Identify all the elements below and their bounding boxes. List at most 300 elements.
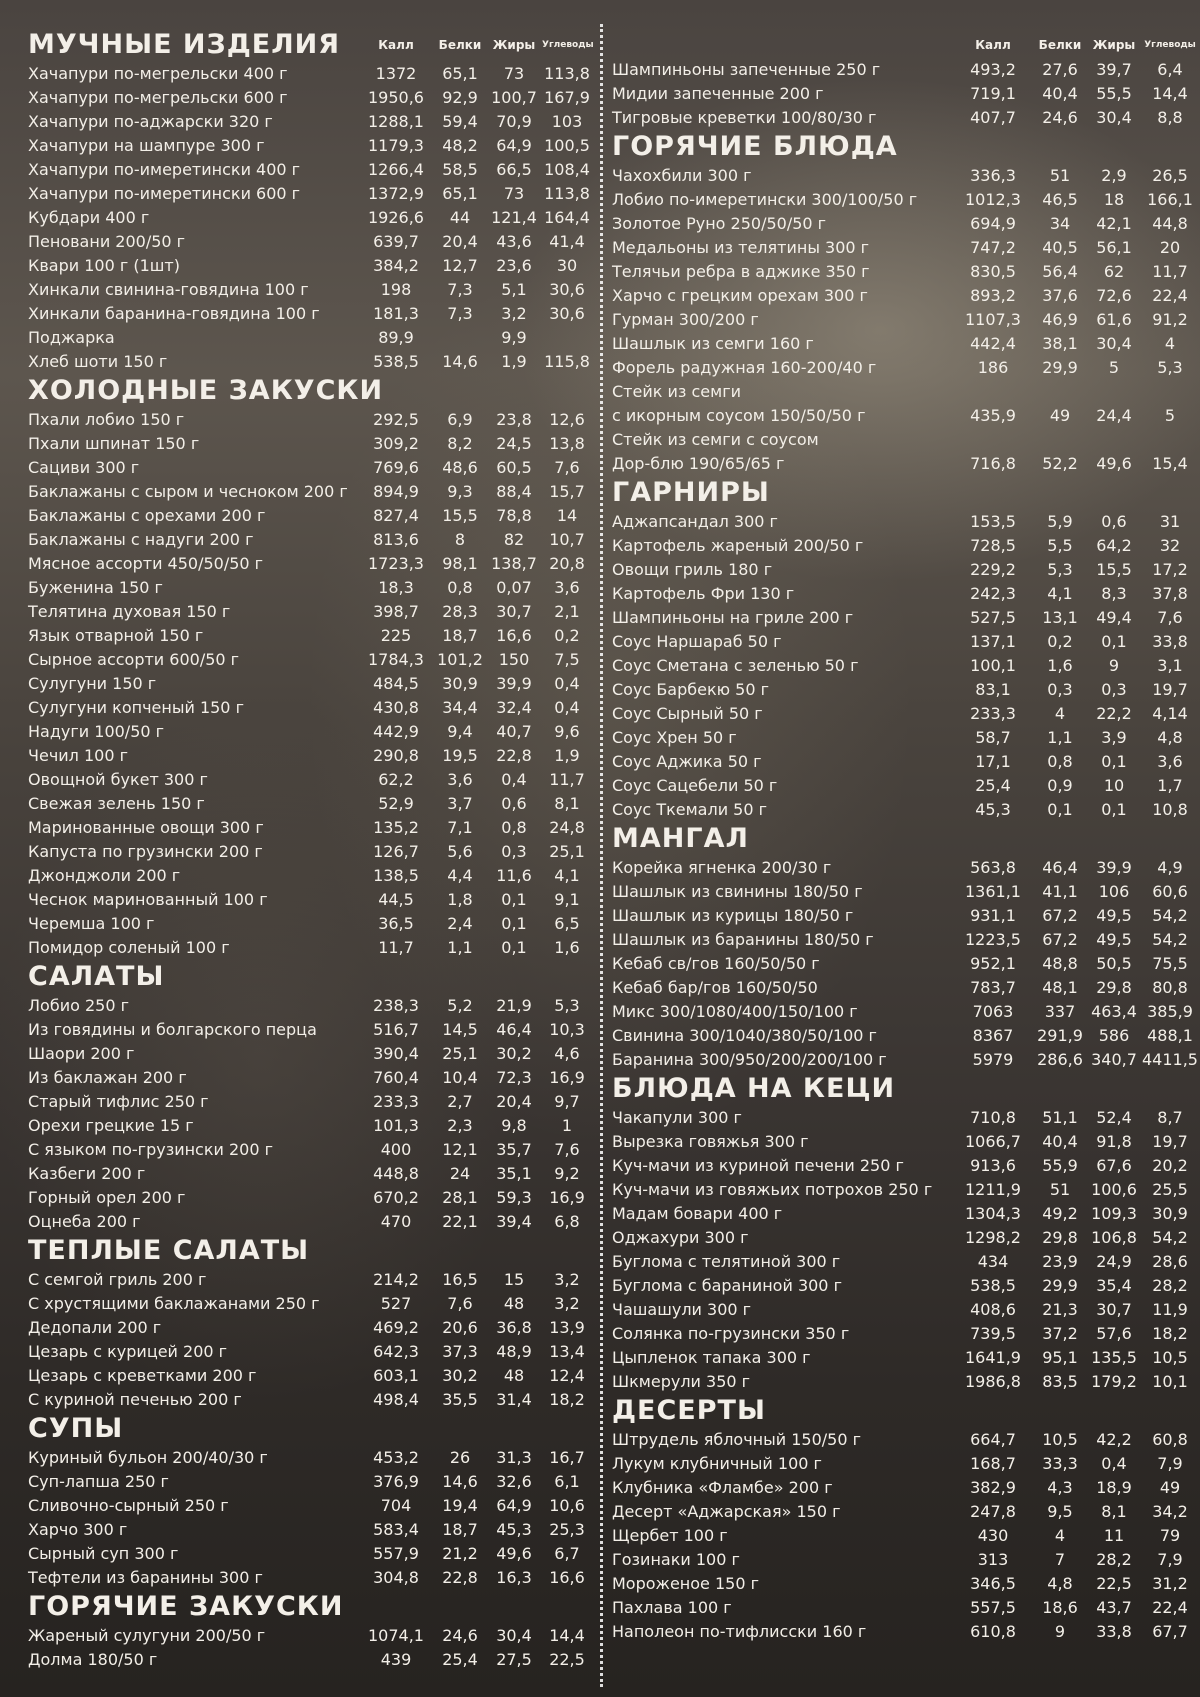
menu-item-row — [28, 230, 592, 254]
calories-value: 100,1 — [970, 656, 1016, 675]
carbs-value: 113,8 — [544, 64, 590, 83]
dish-name: Соус Барбекю 50 г — [612, 680, 770, 699]
carbs-value: 4,6 — [554, 1044, 580, 1063]
carbs-value: 4,1 — [554, 866, 580, 885]
protein-value: 18,6 — [1042, 1598, 1078, 1617]
menu-item-row — [612, 260, 1200, 284]
fat-value: 22,8 — [496, 746, 532, 765]
menu-section — [28, 1412, 592, 1590]
carbs-value: 3,6 — [554, 578, 580, 597]
carbs-value: 8,7 — [1157, 1108, 1183, 1127]
fat-value: 10 — [1103, 776, 1125, 795]
fat-value: 73 — [503, 64, 525, 83]
fat-value: 0,8 — [501, 818, 527, 837]
menu-item-row — [612, 58, 1200, 82]
menu-section — [28, 960, 592, 1234]
fat-value: 36,8 — [496, 1318, 532, 1337]
calories-value: 247,8 — [970, 1502, 1016, 1521]
dish-name: Надуги 100/50 г — [28, 722, 165, 741]
carbs-value: 16,6 — [549, 1568, 585, 1587]
menu-item-row — [612, 308, 1200, 332]
fat-value: 30,4 — [1096, 334, 1132, 353]
fat-value: 62 — [1103, 262, 1125, 281]
fat-value: 46,4 — [496, 1020, 532, 1039]
dish-name: Овощи гриль 180 г — [612, 560, 773, 579]
carbs-value: 11,7 — [549, 770, 585, 789]
carbs-value: 166,1 — [1147, 190, 1193, 209]
dish-name: Старый тифлис 250 г — [28, 1092, 209, 1111]
calories-value: 384,2 — [373, 256, 419, 275]
fat-value: 3,2 — [501, 304, 527, 323]
calories-value: 168,7 — [970, 1454, 1016, 1473]
protein-value: 52,2 — [1042, 454, 1078, 473]
fat-value: 72,3 — [496, 1068, 532, 1087]
carbs-value: 25,3 — [549, 1520, 585, 1539]
calories-value: 1066,7 — [965, 1132, 1021, 1151]
protein-value: 8 — [454, 530, 466, 549]
fat-value: 30,4 — [1096, 108, 1132, 127]
calories-value: 1304,3 — [965, 1204, 1021, 1223]
carbs-value: 8,8 — [1157, 108, 1183, 127]
calories-value: 435,9 — [970, 406, 1016, 425]
fat-value: 135,5 — [1091, 1348, 1137, 1367]
menu-section — [28, 1234, 592, 1412]
menu-item-row — [28, 408, 592, 432]
section-title: ХОЛОДНЫЕ ЗАКУСКИ — [28, 375, 384, 406]
carbs-value: 24,8 — [549, 818, 585, 837]
protein-value: 21,3 — [1042, 1300, 1078, 1319]
menu-item-row — [28, 672, 592, 696]
dish-name: Орехи грецкие 15 г — [28, 1116, 194, 1135]
dish-name: Форель радужная 160-200/40 г — [612, 358, 877, 377]
calories-value: 670,2 — [373, 1188, 419, 1207]
dish-name: Хинкали баранина-говядина 100 г — [28, 304, 320, 323]
dish-name: Сулугуни 150 г — [28, 674, 157, 693]
fat-value: 15,5 — [1096, 560, 1132, 579]
calories-value: 1950,6 — [368, 88, 424, 107]
protein-value: 25,4 — [442, 1650, 478, 1669]
fat-value: 30,7 — [496, 602, 532, 621]
calories-value: 610,8 — [970, 1622, 1016, 1641]
fat-value: 9,8 — [501, 1116, 527, 1135]
carbs-value: 25,1 — [549, 842, 585, 861]
protein-value: 37,2 — [1042, 1324, 1078, 1343]
protein-value: 25,1 — [442, 1044, 478, 1063]
menu-item-row — [612, 1428, 1200, 1452]
header-fat: Жиры — [1092, 38, 1136, 52]
protein-value: 0,8 — [447, 578, 473, 597]
protein-value: 14,5 — [442, 1020, 478, 1039]
menu-item-row — [612, 1620, 1200, 1644]
fat-value: 121,4 — [491, 208, 537, 227]
header-carbs: Углеводы — [1144, 40, 1196, 50]
menu-item-row — [28, 720, 592, 744]
menu-item-row — [28, 1042, 592, 1066]
menu-item-row — [612, 106, 1200, 130]
calories-value: 1223,5 — [965, 930, 1021, 949]
dish-name: Телячьи ребра в аджике 350 г — [612, 262, 870, 281]
dish-name: Шаори 200 г — [28, 1044, 135, 1063]
dish-name: Хачапури по-аджарски 320 г — [28, 112, 273, 131]
menu-item-row — [612, 164, 1200, 188]
carbs-value: 20,2 — [1152, 1156, 1188, 1175]
carbs-value: 7,9 — [1157, 1454, 1183, 1473]
dish-name: С семгой гриль 200 г — [28, 1270, 207, 1289]
dish-name: Телятина духовая 150 г — [28, 602, 231, 621]
carbs-value: 75,5 — [1152, 954, 1188, 973]
dish-name: Клубника «Фламбе» 200 г — [612, 1478, 833, 1497]
menu-column-right — [612, 0, 1200, 1644]
carbs-value: 1,7 — [1157, 776, 1183, 795]
menu-item-row — [612, 188, 1200, 212]
dish-name: Буглома с бараниной 300 г — [612, 1276, 842, 1295]
protein-value: 0,1 — [1047, 800, 1073, 819]
protein-value: 92,9 — [442, 88, 478, 107]
fat-value: 106,8 — [1091, 1228, 1137, 1247]
protein-value: 41,1 — [1042, 882, 1078, 901]
menu-item-row — [28, 432, 592, 456]
section-title: СУПЫ — [28, 1413, 124, 1444]
carbs-value: 115,8 — [544, 352, 590, 371]
header-kcal: Калл — [975, 38, 1011, 52]
fat-value: 0,1 — [501, 890, 527, 909]
menu-item-row — [612, 1548, 1200, 1572]
menu-item-row — [28, 1340, 592, 1364]
fat-value: 150 — [498, 650, 530, 669]
protein-value: 291,9 — [1037, 1026, 1083, 1045]
carbs-value: 13,9 — [549, 1318, 585, 1337]
calories-value: 894,9 — [373, 482, 419, 501]
carbs-value: 385,9 — [1147, 1002, 1193, 1021]
carbs-value: 3,6 — [1157, 752, 1183, 771]
carbs-value: 11,7 — [1152, 262, 1188, 281]
calories-value: 716,8 — [970, 454, 1016, 473]
menu-item-row — [612, 976, 1200, 1000]
menu-item-row — [28, 744, 592, 768]
menu-item-row — [612, 750, 1200, 774]
fat-value: 33,8 — [1096, 1622, 1132, 1641]
calories-value: 527 — [380, 1294, 412, 1313]
dish-name: Лобио 250 г — [28, 996, 129, 1015]
carbs-value: 44,8 — [1152, 214, 1188, 233]
menu-item-row — [28, 888, 592, 912]
fat-value: 30,2 — [496, 1044, 532, 1063]
dish-name: Микс 300/1080/400/150/100 г — [612, 1002, 858, 1021]
calories-value: 913,6 — [970, 1156, 1016, 1175]
protein-value: 1,1 — [1047, 728, 1073, 747]
fat-value: 45,3 — [496, 1520, 532, 1539]
protein-value: 4,3 — [1047, 1478, 1073, 1497]
dish-name: Горный орел 200 г — [28, 1188, 186, 1207]
dish-name: Шкмерули 350 г — [612, 1372, 751, 1391]
protein-value: 48,1 — [1042, 978, 1078, 997]
menu-item-row — [612, 1500, 1200, 1524]
protein-value: 48,6 — [442, 458, 478, 477]
calories-value: 516,7 — [373, 1020, 419, 1039]
fat-value: 73 — [503, 184, 525, 203]
carbs-value: 79 — [1159, 1526, 1181, 1545]
carbs-value: 4411,5 — [1142, 1050, 1198, 1069]
protein-value: 12,1 — [442, 1140, 478, 1159]
menu-item-row — [612, 952, 1200, 976]
menu-item-row — [612, 774, 1200, 798]
menu-item-row — [612, 1250, 1200, 1274]
protein-value: 10,5 — [1042, 1430, 1078, 1449]
menu-item-row — [28, 350, 592, 374]
fat-value: 0,4 — [1101, 1454, 1127, 1473]
carbs-value: 54,2 — [1152, 906, 1188, 925]
fat-value: 22,2 — [1096, 704, 1132, 723]
dish-name: Суп-лапша 250 г — [28, 1472, 169, 1491]
protein-value: 2,4 — [447, 914, 473, 933]
fat-value: 61,6 — [1096, 310, 1132, 329]
calories-value: 400 — [380, 1140, 412, 1159]
dish-name: Чеснок маринованный 100 г — [28, 890, 268, 909]
carbs-value: 60,8 — [1152, 1430, 1188, 1449]
carbs-value: 488,1 — [1147, 1026, 1193, 1045]
fat-value: 55,5 — [1096, 84, 1132, 103]
fat-value: 64,9 — [496, 1496, 532, 1515]
protein-value: 4 — [1054, 1526, 1066, 1545]
carbs-value: 20 — [1159, 238, 1181, 257]
dish-name: Куриный бульон 200/40/30 г — [28, 1448, 268, 1467]
dish-name: Соус Сырный 50 г — [612, 704, 763, 723]
protein-value: 24,6 — [1042, 108, 1078, 127]
carbs-value: 31,2 — [1152, 1574, 1188, 1593]
dish-name: Штрудель яблочный 150/50 г — [612, 1430, 862, 1449]
dish-name: Из баклажан 200 г — [28, 1068, 187, 1087]
dish-name: Вырезка говяжья 300 г — [612, 1132, 809, 1151]
fat-value: 49,4 — [1096, 608, 1132, 627]
menu-item-row — [28, 1388, 592, 1412]
protein-value: 40,4 — [1042, 1132, 1078, 1151]
calories-value: 233,3 — [373, 1092, 419, 1111]
menu-section — [28, 1590, 592, 1672]
menu-item-row — [28, 62, 592, 86]
fat-value: 31,4 — [496, 1390, 532, 1409]
menu-item-row — [28, 1542, 592, 1566]
dish-name: Помидор соленый 100 г — [28, 938, 230, 957]
fat-value: 23,8 — [496, 410, 532, 429]
dish-name: Аджапсандал 300 г — [612, 512, 778, 531]
menu-item-row — [612, 1226, 1200, 1250]
calories-value: 1372 — [375, 64, 417, 83]
fat-value: 0,3 — [1101, 680, 1127, 699]
fat-value: 0,1 — [1101, 632, 1127, 651]
protein-value: 22,1 — [442, 1212, 478, 1231]
menu-item-row — [28, 254, 592, 278]
carbs-value: 14 — [556, 506, 578, 525]
dish-name: Баклажаны с сыром и чесноком 200 г — [28, 482, 348, 501]
carbs-value: 30,6 — [549, 280, 585, 299]
protein-value: 58,5 — [442, 160, 478, 179]
calories-value: 739,5 — [970, 1324, 1016, 1343]
calories-value: 442,4 — [970, 334, 1016, 353]
calories-value: 214,2 — [373, 1270, 419, 1289]
calories-value: 346,5 — [970, 1574, 1016, 1593]
dish-name: Гозинаки 100 г — [612, 1550, 740, 1569]
protein-value: 34 — [1049, 214, 1071, 233]
fat-value: 27,5 — [496, 1650, 532, 1669]
dish-name: Черемша 100 г — [28, 914, 155, 933]
fat-value: 42,2 — [1096, 1430, 1132, 1449]
carbs-value: 108,4 — [544, 160, 590, 179]
fat-value: 82 — [503, 530, 525, 549]
calories-value: 1288,1 — [368, 112, 424, 131]
protein-value: 21,2 — [442, 1544, 478, 1563]
carbs-value: 6,4 — [1157, 60, 1183, 79]
protein-value: 5,5 — [1047, 536, 1073, 555]
calories-value: 229,2 — [970, 560, 1016, 579]
fat-value: 35,1 — [496, 1164, 532, 1183]
menu-item-row — [612, 678, 1200, 702]
menu-item-row — [612, 630, 1200, 654]
protein-value: 20,6 — [442, 1318, 478, 1337]
section-title: ГОРЯЧИЕ ЗАКУСКИ — [28, 1591, 344, 1622]
carbs-value: 4,8 — [1157, 728, 1183, 747]
fat-value: 0,1 — [501, 914, 527, 933]
dish-name: Маринованные овощи 300 г — [28, 818, 264, 837]
protein-value: 30,9 — [442, 674, 478, 693]
dish-name: Шашлык из баранины 180/50 г — [612, 930, 874, 949]
fat-value: 43,6 — [496, 232, 532, 251]
section-title: МАНГАЛ — [612, 823, 749, 854]
carbs-value: 10,3 — [549, 1020, 585, 1039]
fat-value: 49,6 — [1096, 454, 1132, 473]
section-title: САЛАТЫ — [28, 961, 165, 992]
carbs-value: 9,1 — [554, 890, 580, 909]
dish-name: Чакапули 300 г — [612, 1108, 742, 1127]
fat-value: 49,6 — [496, 1544, 532, 1563]
carbs-value: 3,1 — [1157, 656, 1183, 675]
menu-item-row — [28, 1494, 592, 1518]
calories-value: 336,3 — [970, 166, 1016, 185]
protein-value: 7,6 — [447, 1294, 473, 1313]
dish-name: Чашашули 300 г — [612, 1300, 752, 1319]
dish-name: Тигровые креветки 100/80/30 г — [612, 108, 877, 127]
calories-value: 45,3 — [975, 800, 1011, 819]
dish-name: Язык отварной 150 г — [28, 626, 204, 645]
fat-value: 78,8 — [496, 506, 532, 525]
protein-value: 7,3 — [447, 304, 473, 323]
protein-value: 8,2 — [447, 434, 473, 453]
fat-value: 43,7 — [1096, 1598, 1132, 1617]
menu-item-row — [28, 326, 592, 350]
protein-value: 9,4 — [447, 722, 473, 741]
carbs-value: 18,2 — [1152, 1324, 1188, 1343]
menu-item-row — [612, 1346, 1200, 1370]
protein-value: 24,6 — [442, 1626, 478, 1645]
calories-value: 52,9 — [378, 794, 414, 813]
carbs-value: 10,5 — [1152, 1348, 1188, 1367]
fat-value: 586 — [1098, 1026, 1130, 1045]
header-kcal: Калл — [378, 38, 414, 52]
calories-value: 813,6 — [373, 530, 419, 549]
carbs-value: 4 — [1164, 334, 1176, 353]
menu-item-row — [28, 1316, 592, 1340]
menu-item-row — [612, 1024, 1200, 1048]
carbs-value: 4,14 — [1152, 704, 1188, 723]
carbs-value: 22,4 — [1152, 286, 1188, 305]
protein-value: 98,1 — [442, 554, 478, 573]
calories-value: 292,5 — [373, 410, 419, 429]
protein-value: 15,5 — [442, 506, 478, 525]
fat-value: 52,4 — [1096, 1108, 1132, 1127]
protein-value: 48,8 — [1042, 954, 1078, 973]
protein-value: 0,9 — [1047, 776, 1073, 795]
carbs-value: 17,2 — [1152, 560, 1188, 579]
carbs-value: 22,4 — [1152, 1598, 1188, 1617]
carbs-value: 41,4 — [549, 232, 585, 251]
menu-item-row — [28, 624, 592, 648]
dish-name: Харчо с грецким орехам 300 г — [612, 286, 868, 305]
carbs-value: 7,9 — [1157, 1550, 1183, 1569]
calories-value: 603,1 — [373, 1366, 419, 1385]
menu-item-row — [28, 206, 592, 230]
protein-value: 33,3 — [1042, 1454, 1078, 1473]
protein-value: 101,2 — [437, 650, 483, 669]
dish-name: Свежая зелень 150 г — [28, 794, 205, 813]
calories-value: 304,8 — [373, 1568, 419, 1587]
protein-value: 5,3 — [1047, 560, 1073, 579]
carbs-value: 113,8 — [544, 184, 590, 203]
calories-value: 138,5 — [373, 866, 419, 885]
calories-value: 1179,3 — [368, 136, 424, 155]
carbs-value: 164,4 — [544, 208, 590, 227]
menu-item-row — [612, 1178, 1200, 1202]
dish-name: Щербет 100 г — [612, 1526, 728, 1545]
carbs-value: 13,4 — [549, 1342, 585, 1361]
calories-value: 1986,8 — [965, 1372, 1021, 1391]
dish-name: Сливочно-сырный 250 г — [28, 1496, 229, 1515]
protein-value: 18,7 — [442, 626, 478, 645]
carbs-value: 6,8 — [554, 1212, 580, 1231]
carbs-value: 10,8 — [1152, 800, 1188, 819]
menu-item-row — [28, 1364, 592, 1388]
fat-value: 48,9 — [496, 1342, 532, 1361]
fat-value: 11,6 — [496, 866, 532, 885]
column-divider — [600, 24, 603, 1687]
calories-value: 1074,1 — [368, 1626, 424, 1645]
protein-value: 14,6 — [442, 352, 478, 371]
calories-value: 390,4 — [373, 1044, 419, 1063]
menu-item-row — [612, 1452, 1200, 1476]
menu-item-row — [28, 648, 592, 672]
protein-value: 5,9 — [1047, 512, 1073, 531]
fat-value: 340,7 — [1091, 1050, 1137, 1069]
protein-value: 19,5 — [442, 746, 478, 765]
protein-value: 65,1 — [442, 184, 478, 203]
fat-value: 138,7 — [491, 554, 537, 573]
dish-name: Кубдари 400 г — [28, 208, 150, 227]
fat-value: 15 — [503, 1270, 525, 1289]
calories-value: 563,8 — [970, 858, 1016, 877]
dish-name: Долма 180/50 г — [28, 1650, 158, 1669]
calories-value: 126,7 — [373, 842, 419, 861]
dish-name: Сациви 300 г — [28, 458, 140, 477]
protein-value: 286,6 — [1037, 1050, 1083, 1069]
carbs-value: 7,5 — [554, 650, 580, 669]
menu-section — [28, 374, 592, 960]
menu-item-row — [612, 654, 1200, 678]
fat-value: 35,4 — [1096, 1276, 1132, 1295]
protein-value: 49,2 — [1042, 1204, 1078, 1223]
fat-value: 3,9 — [1101, 728, 1127, 747]
calories-value: 728,5 — [970, 536, 1016, 555]
dish-name: С языком по-грузински 200 г — [28, 1140, 274, 1159]
calories-value: 642,3 — [373, 1342, 419, 1361]
calories-value: 1361,1 — [965, 882, 1021, 901]
